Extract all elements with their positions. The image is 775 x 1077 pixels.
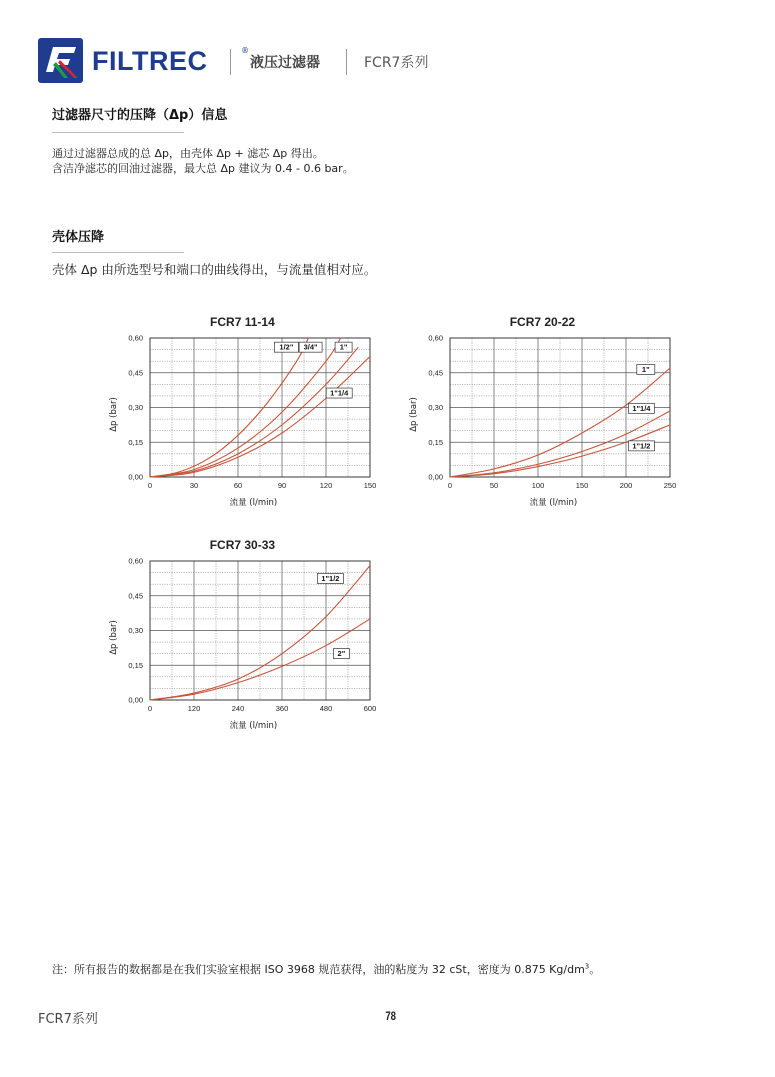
series-label: 1"1/4	[330, 388, 349, 398]
x-tick-label: 150	[575, 481, 589, 490]
x-tick-label: 200	[619, 481, 633, 490]
x-tick-label: 0	[147, 481, 153, 490]
series-label: 1"1/2	[632, 441, 651, 451]
x-tick-label: 250	[663, 481, 677, 490]
body-text-line: 通过过滤器总成的总 Δp，由壳体 Δp + 滤芯 Δp 得出。	[52, 147, 324, 160]
x-tick-label: 0	[147, 704, 153, 713]
x-tick-label: 30	[189, 481, 199, 490]
y-tick-label: 0,30	[128, 626, 143, 635]
y-tick-label: 0,15	[128, 437, 143, 447]
y-tick-label: 0,45	[428, 368, 443, 378]
brand-name: FILTREC	[92, 46, 208, 76]
y-tick-label: 0,00	[128, 695, 143, 705]
x-tick-label: 60	[233, 481, 243, 490]
chart-title: FCR7 20-22	[509, 315, 576, 329]
x-tick-label: 480	[319, 704, 333, 713]
x-tick-label: 240	[231, 704, 245, 713]
y-tick-label: 0,60	[428, 333, 443, 343]
y-tick-label: 0,60	[128, 333, 143, 343]
body-text-line: 含洁净滤芯的回油过滤器，最大总 Δp 建议为 0.4 - 0.6 bar。	[52, 162, 354, 175]
x-tick-label: 0	[447, 481, 453, 490]
series-label: 3/4"	[303, 342, 318, 352]
chart-title: FCR7 11-14	[210, 315, 275, 329]
x-tick-label: 150	[363, 481, 377, 490]
series-line	[150, 347, 358, 477]
footnote-superscript: 3	[584, 962, 590, 971]
filtrec-logo	[38, 38, 83, 83]
x-axis-label: 流量 (l/min)	[229, 721, 278, 731]
x-tick-label: 50	[489, 481, 499, 490]
header-series: FCR7系列	[364, 55, 429, 71]
header-divider	[230, 49, 231, 75]
header-divider	[346, 49, 347, 75]
x-tick-label: 120	[319, 481, 333, 490]
y-tick-label: 0,30	[428, 403, 443, 412]
footer-series: FCR7系列	[38, 1012, 98, 1027]
y-tick-label: 0,00	[128, 472, 143, 482]
x-tick-label: 90	[277, 481, 287, 490]
y-tick-label: 0,00	[428, 472, 443, 482]
x-tick-label: 100	[531, 481, 545, 490]
section-title-pressure-drop: 过滤器尺寸的压降（Δp）信息	[52, 108, 228, 123]
chart-fcr7-30-33	[100, 533, 400, 738]
section-rule	[52, 132, 184, 133]
page-number: 78	[385, 1009, 397, 1023]
registered-mark: ®	[241, 46, 249, 55]
page-header	[38, 38, 738, 84]
series-label: 1"1/4	[632, 403, 651, 413]
section-title-housing-drop: 壳体压降	[52, 230, 105, 245]
x-tick-label: 600	[363, 704, 377, 713]
footnote-end: 。	[589, 963, 601, 976]
section-rule	[52, 252, 184, 253]
header-category: 液压过滤器	[250, 55, 320, 71]
series-label: 1"1/2	[321, 574, 340, 584]
y-tick-label: 0,15	[428, 437, 443, 447]
chart-title: FCR7 30-33	[209, 538, 276, 552]
y-tick-label: 0,30	[128, 403, 143, 412]
y-axis-label: Δp (bar)	[409, 397, 419, 432]
series-label: 2"	[337, 649, 346, 659]
y-tick-label: 0,15	[128, 660, 143, 670]
footnote	[52, 961, 600, 977]
x-axis-label: 流量 (l/min)	[529, 498, 578, 508]
y-tick-label: 0,45	[128, 591, 143, 601]
series-label: 1"	[641, 364, 650, 374]
x-tick-label: 360	[275, 704, 289, 713]
x-tick-label: 120	[187, 704, 201, 713]
y-axis-label: Δp (bar)	[109, 397, 119, 432]
chart-fcr7-20-22	[400, 310, 700, 515]
y-axis-label: Δp (bar)	[109, 620, 119, 655]
series-label: 1"	[339, 342, 348, 352]
series-label: 1/2"	[279, 342, 294, 352]
body-text-line: 壳体 Δp 由所选型号和端口的曲线得出，与流量值相对应。	[52, 262, 377, 277]
chart-fcr7-11-14	[100, 310, 400, 515]
x-axis-label: 流量 (l/min)	[229, 498, 278, 508]
footnote-text: 注：所有报告的数据都是在我们实验室根据 ISO 3968 规范获得，油的粘度为 32 cSt，密度为 0.875 Kg/dm	[52, 963, 585, 976]
y-tick-label: 0,45	[128, 368, 143, 378]
y-tick-label: 0,60	[128, 556, 143, 566]
